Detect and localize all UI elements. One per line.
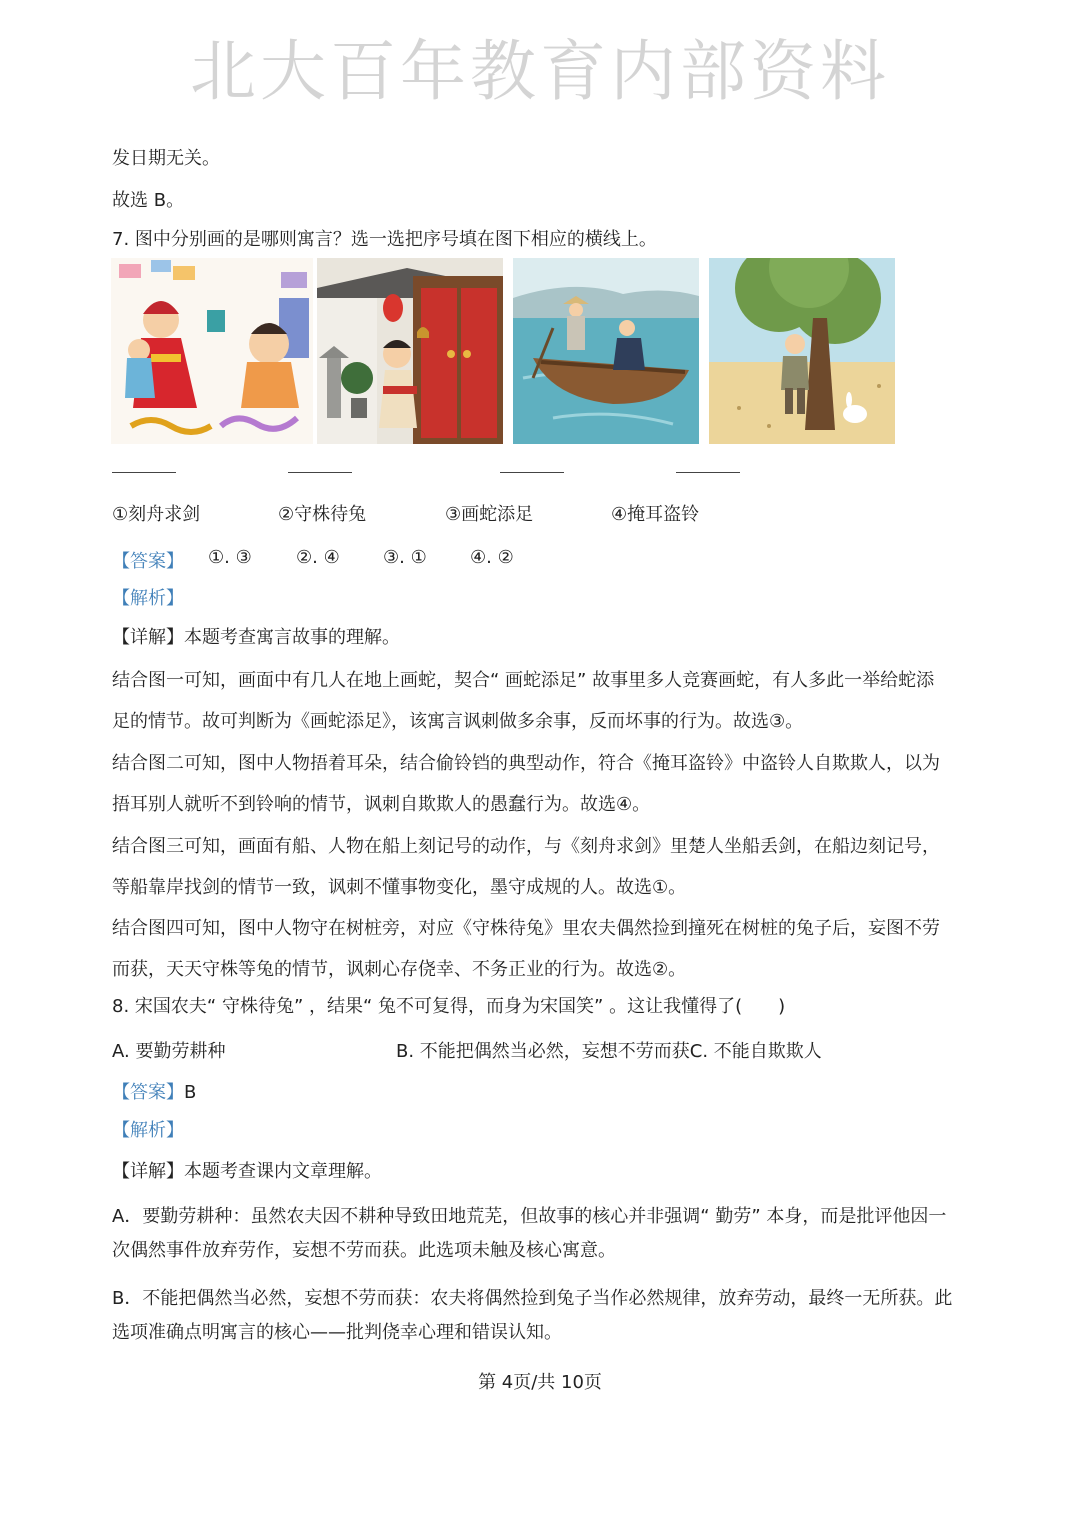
answer-label: 【答案】 <box>112 551 184 572</box>
option-3: ③画蛇添足 <box>445 504 534 525</box>
option-2: ②守株待兔 <box>278 504 367 525</box>
explanation-line: B．不能把偶然当必然，妄想不劳而获：农夫将偶然捡到兔子当作必然规律，放弃劳动，最终一无所获。此 <box>112 1288 953 1309</box>
bell-picture <box>317 258 503 444</box>
detail-heading: 【详解】本题考查课内文章理解。 <box>112 1161 382 1182</box>
explanation-line: 结合图四可知，图中人物守在树桩旁，对应《守株待兔》里农夫偶然捡到撞死在树桩的兔子后，妄图不劳 <box>112 918 940 939</box>
explanation-line: A．要勤劳耕种：虽然农夫因不耕种导致田地荒芜，但故事的核心并非强调“ 勤劳” 本身，而是批评他因一 <box>112 1206 947 1227</box>
answer-blank-1[interactable] <box>112 472 176 473</box>
explanation-line: 等船靠岸找剑的情节一致，讽刺不懂事物变化，墨守成规的人。故选①。 <box>112 877 687 898</box>
answer-item-3: ③. ① <box>383 547 427 568</box>
explanation-line: 足的情节。故可判断为《画蛇添足》，该寓言讽刺做多余事，反而坏事的行为。故选③。 <box>112 711 804 732</box>
question-8: 8. 宋国农夫“ 守株待兔” ，结果“ 兔不可复得，而身为宋国笑” 。这让我懂得了( ) <box>112 996 786 1017</box>
answer-blank-3[interactable] <box>500 472 564 473</box>
question-7: 7. 图中分别画的是哪则寓言？选一选把序号填在图下相应的横线上。 <box>112 229 657 250</box>
q8-option-bc: B. 不能把偶然当必然，妄想不劳而获C. 不能自欺欺人 <box>396 1041 822 1062</box>
draw-snake-picture <box>111 258 313 444</box>
previous-answer-tail: 发日期无关。 <box>112 148 220 169</box>
watermark: 北大百年教育内部资料 <box>190 33 890 110</box>
explanation-line: 而获，天天守株等兔的情节，讽刺心存侥幸、不务正业的行为。故选②。 <box>112 959 687 980</box>
boat-picture <box>513 258 699 444</box>
answer-item-2: ②. ④ <box>296 547 340 568</box>
answer-value: B <box>184 1082 197 1103</box>
explanation-line: 选项准确点明寓言的核心——批判侥幸心理和错误认知。 <box>112 1322 562 1343</box>
q8-answer <box>112 1081 196 1105</box>
previous-choice: 故选 B。 <box>112 190 185 211</box>
analysis-label: 【解析】 <box>112 588 184 609</box>
explanation-line: 捂耳别人就听不到铃响的情节，讽刺自欺欺人的愚蠢行为。故选④。 <box>112 794 651 815</box>
analysis-label: 【解析】 <box>112 1120 184 1141</box>
detail-heading: 【详解】本题考查寓言故事的理解。 <box>112 627 400 648</box>
answer-item-1: ①. ③ <box>208 547 252 568</box>
explanation-line: 结合图二可知，图中人物捂着耳朵，结合偷铃铛的典型动作，符合《掩耳盗铃》中盗铃人自欺欺人，以为 <box>112 753 940 774</box>
option-4: ④掩耳盗铃 <box>611 504 700 525</box>
page-footer: 第 4页/共 10页 <box>478 1372 602 1393</box>
explanation-line: 结合图一可知，画面中有几人在地上画蛇，契合“ 画蛇添足” 故事里多人竞赛画蛇，有人多此一举给蛇添 <box>112 670 935 691</box>
answer-label: 【答案】 <box>112 1082 184 1103</box>
q8-option-a: A. 要勤劳耕种 <box>112 1041 226 1062</box>
answer-blank-4[interactable] <box>676 472 740 473</box>
answer-blank-2[interactable] <box>288 472 352 473</box>
explanation-line: 次偶然事件放弃劳作，妄想不劳而获。此选项未触及核心寓意。 <box>112 1240 616 1261</box>
answer-item-4: ④. ② <box>470 547 514 568</box>
option-1: ①刻舟求剑 <box>112 504 201 525</box>
tree-rabbit-picture <box>709 258 895 444</box>
illustrations <box>111 258 895 444</box>
explanation-line: 结合图三可知，画面有船、人物在船上刻记号的动作，与《刻舟求剑》里楚人坐船丢剑，在船边刻记号， <box>112 836 940 857</box>
